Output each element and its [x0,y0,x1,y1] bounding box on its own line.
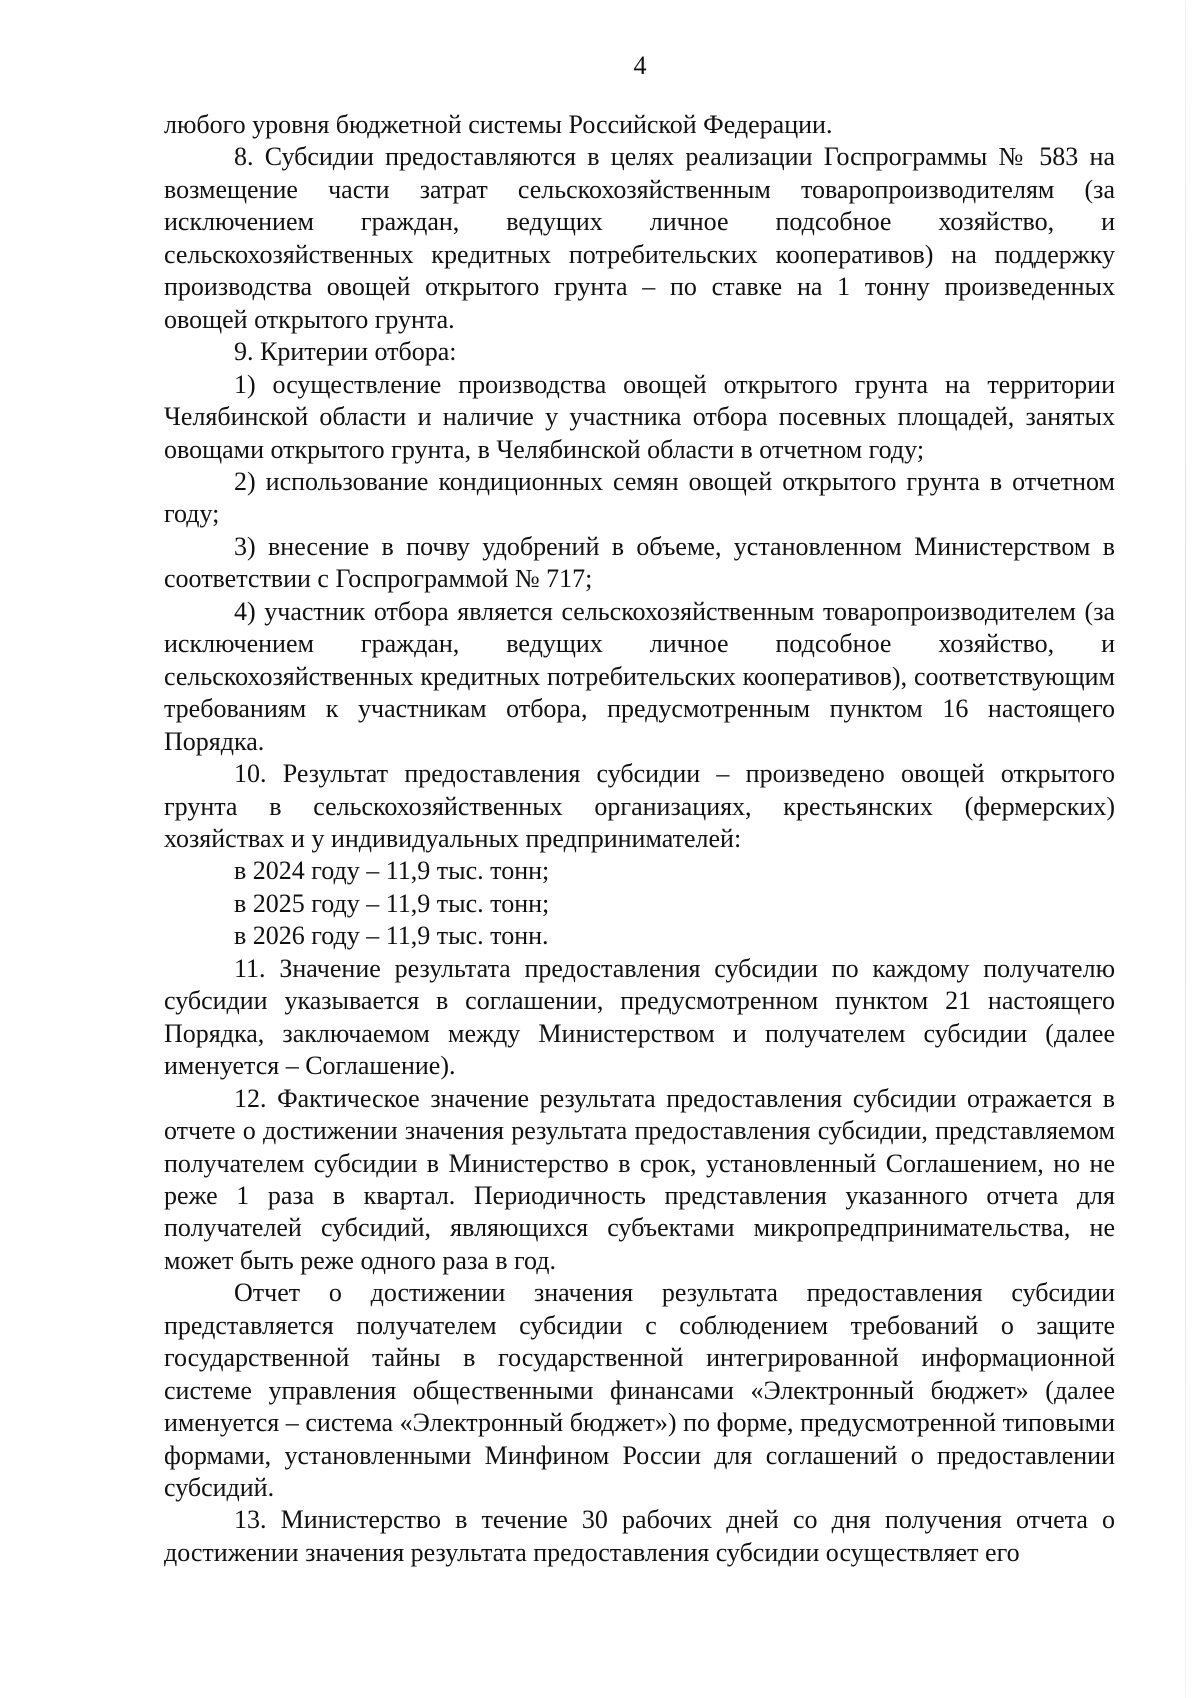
paragraph-item-11: 11. Значение результата предоставления субсидии по каждому получателю субсидии указывается в соглашении, предусмотренном пунктом 21 настоящего Порядка, заключаемом между Министерством и получателем субсидии (далее именуется – Соглашение). [164,953,1115,1081]
result-year-2024: в 2024 году – 11,9 тыс. тонн; [234,856,550,886]
paragraph-item-9-heading: 9. Критерии отбора: [234,337,457,367]
result-year-2025: в 2025 году – 11,9 тыс. тонн; [234,888,550,918]
paragraph-item-12: 12. Фактическое значение результата предоставления субсидии отражается в отчете о достижении значения результата предоставления субсидии, представляемом получателем субсидии в Министерство в срок, установленный Соглашением, но не реже 1 раза в квартал. Периодичность представления указанного отчета для получателей субсидий, являющихся субъектами микропредпринимательства, не может быть реже одного раза в год. [164,1083,1115,1275]
document-body [164,109,1115,1569]
paragraph-item-8: 8. Субсидии предоставляются в целях реализации Госпрограммы № 583 на возмещение части затрат сельскохозяйственным товаропроизводителям (за исключением граждан, ведущих личное подсобное хозяйство, и сельскохозяйственных кредитных потребительских кооперативов) на поддержку производства овощей открытого грунта – по ставке на 1 тонну произведенных овощей открытого грунта. [164,142,1115,334]
paragraph-continuation: любого уровня бюджетной системы Российской Федерации. [164,110,833,139]
scan-edge-line [1185,0,1186,1698]
paragraph-item-10: 10. Результат предоставления субсидии – произведено овощей открытого грунта в сельскохозяйственных организациях, крестьянских (фермерских) хозяйствах и у индивидуальных предпринимателей: [164,759,1115,853]
criterion-2: 2) использование кондиционных семян овощей открытого грунта в отчетном году; [164,466,1115,529]
criterion-3: 3) внесение в почву удобрений в объеме, установленном Министерством в соответствии с Госпрограммой № 717; [164,531,1115,594]
criterion-4: 4) участник отбора является сельскохозяйственным товаропроизводителем (за исключением граждан, ведущих личное подсобное хозяйство, и сельскохозяйственных кредитных потребительских кооперативов), соответствующим требованиям к участникам отбора, предусмотренным пунктом 16 настоящего Порядка. [164,596,1115,756]
result-year-2026: в 2026 году – 11,9 тыс. тонн. [234,921,549,951]
criterion-1: 1) осуществление производства овощей открытого грунта на территории Челябинской области и наличие у участника отбора посевных площадей, занятых овощами открытого грунта, в Челябинской области в отчетном году; [164,369,1115,464]
page-number: 4 [633,51,647,80]
paragraph-item-13: 13. Министерство в течение 30 рабочих дней со дня получения отчета о достижении значения результата предоставления субсидии осуществляет его [164,1505,1115,1567]
paragraph-report-submission: Отчет о достижении значения результата предоставления субсидии представляется получателем субсидии с соблюдением требований о защите государственной тайны в государственной интегрированной информационной системе управления общественными финансами «Электронный бюджет» (далее именуется – система «Электронный бюджет») по форме, предусмотренной типовыми формами, установленными Минфином России для соглашений о предоставлении субсидий. [164,1278,1115,1503]
